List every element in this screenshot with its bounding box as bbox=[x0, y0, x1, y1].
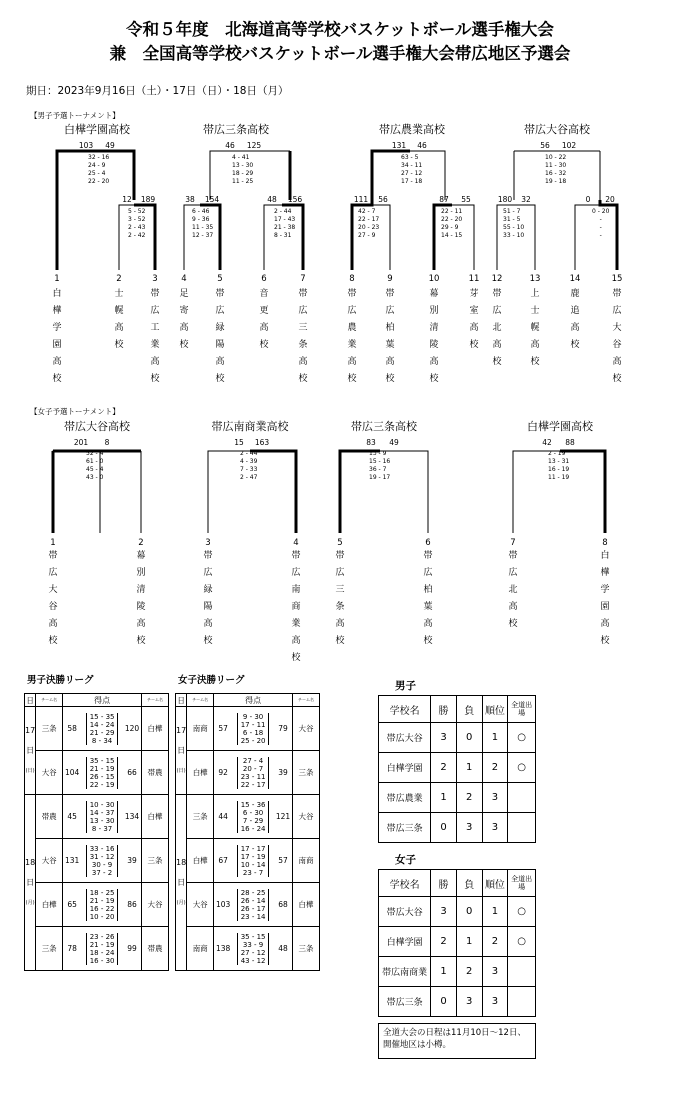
boys-block2-subr-left: 48 bbox=[267, 195, 277, 204]
day-char: 日 bbox=[26, 877, 35, 887]
standings-cell: 2 bbox=[482, 927, 508, 957]
boys-block4-subl-left: 180 bbox=[497, 195, 513, 204]
boys-block4-subr-left: 0 bbox=[585, 195, 591, 204]
team-number: 6 bbox=[261, 274, 267, 284]
girls-block3-winner: 帯広三条高校 bbox=[351, 420, 417, 433]
day-number: 17 bbox=[25, 725, 36, 735]
team-a-score: 138 bbox=[214, 927, 233, 971]
standings-cell: 3 bbox=[431, 897, 457, 927]
team-number: 3 bbox=[205, 538, 211, 548]
team-name: 帯広大谷高校 bbox=[612, 289, 622, 384]
standings-cell: 白樺学園 bbox=[379, 753, 431, 783]
day-number: 17 bbox=[176, 725, 187, 735]
team-a: 白樺 bbox=[187, 751, 214, 795]
standings-header: 負 bbox=[456, 870, 482, 897]
boys-block1-sub-left: 12 bbox=[122, 195, 132, 204]
standings-cell: 帯広三条 bbox=[379, 987, 431, 1017]
boys-block2-winner: 帯広三条高校 bbox=[203, 123, 269, 136]
boys-block1-sub-right: 189 bbox=[140, 195, 156, 204]
standings-cell bbox=[508, 783, 536, 813]
boys-block1-left-total: 103 bbox=[78, 141, 94, 150]
boys-block1-quarter-scores: 32 - 16 24 - 9 25 - 4 22 - 20 bbox=[88, 154, 110, 185]
team-name: 帯広大谷高校 bbox=[48, 551, 58, 646]
team-b: 三条 bbox=[293, 927, 320, 971]
event-dates: 期日：2023年9月16日（土）・17日（日）・18日（月） bbox=[26, 85, 289, 97]
standings-cell: 3 bbox=[482, 957, 508, 987]
team-b-score: 120 bbox=[123, 707, 142, 751]
standings-cell bbox=[508, 957, 536, 987]
standings-cell: ○ bbox=[508, 753, 536, 783]
boys-block3-subr-scores: 22 - 11 22 - 20 29 - 9 14 - 15 bbox=[441, 208, 463, 239]
standings-cell: 1 bbox=[482, 723, 508, 753]
day-header: 日 bbox=[177, 695, 185, 705]
girls-league-title: 女子決勝リーグ bbox=[178, 675, 245, 686]
boys-block2-subl-scores: 6 - 46 9 - 36 11 - 35 12 - 37 bbox=[192, 208, 214, 239]
standings-cell: 2 bbox=[482, 753, 508, 783]
weekday: (日) bbox=[25, 767, 35, 774]
team-name: 帯広北高校 bbox=[508, 551, 518, 629]
standings-header: 学校名 bbox=[379, 696, 431, 723]
standings-cell bbox=[508, 987, 536, 1017]
standings-cell: 2 bbox=[456, 957, 482, 987]
team-header: チーム名 bbox=[293, 694, 320, 707]
team-a-score: 57 bbox=[214, 707, 233, 751]
score-header: 得点 bbox=[63, 694, 142, 707]
girls-tournament-heading: 【女子予選トーナメント】 bbox=[30, 407, 120, 416]
team-number: 14 bbox=[569, 274, 581, 284]
team-b-score: 66 bbox=[123, 751, 142, 795]
standings-cell: 1 bbox=[431, 957, 457, 987]
team-a-score: 104 bbox=[63, 751, 82, 795]
weekday: (日) bbox=[176, 767, 186, 774]
team-a: 大谷 bbox=[36, 751, 63, 795]
team-b: 白樺 bbox=[142, 795, 169, 839]
girls-block1-right-total: 8 bbox=[104, 438, 110, 447]
team-number: 4 bbox=[293, 538, 299, 548]
boys-block2-right-total: 125 bbox=[246, 141, 262, 150]
standings-header: 全道出場 bbox=[508, 870, 536, 897]
team-b: 三条 bbox=[293, 751, 320, 795]
girls-standings-label: 女子 bbox=[395, 854, 416, 866]
standings-cell: 1 bbox=[456, 753, 482, 783]
team-a-score: 58 bbox=[63, 707, 82, 751]
day-char: 日 bbox=[177, 877, 186, 887]
team-b: 大谷 bbox=[142, 883, 169, 927]
boys-block3-winner: 帯広農業高校 bbox=[379, 123, 445, 136]
team-a-score: 103 bbox=[214, 883, 233, 927]
standings-header: 学校名 bbox=[379, 870, 431, 897]
team-name: 足寄高校 bbox=[179, 289, 189, 350]
boys-block1-sub-scores: 5 - 52 3 - 52 2 - 43 2 - 42 bbox=[128, 208, 146, 239]
boys-block4-left-total: 56 bbox=[540, 141, 550, 150]
team-b-score: 86 bbox=[123, 883, 142, 927]
standings-cell: 3 bbox=[482, 987, 508, 1017]
team-b-score: 134 bbox=[123, 795, 142, 839]
boys-block3-subr-left: 87 bbox=[439, 195, 449, 204]
boys-standings-label: 男子 bbox=[395, 680, 416, 692]
day-char: 日 bbox=[177, 745, 186, 755]
standings-header: 全道出場 bbox=[508, 696, 536, 723]
standings-cell bbox=[508, 813, 536, 843]
boys-block4-quarter-scores: 10 - 22 11 - 30 16 - 32 19 - 18 bbox=[545, 154, 567, 185]
boys-block4-subl-right: 32 bbox=[521, 195, 531, 204]
team-name: 鹿追高校 bbox=[570, 289, 580, 350]
standings-cell: 2 bbox=[431, 927, 457, 957]
standings-cell: ○ bbox=[508, 897, 536, 927]
girls-standings-table bbox=[378, 869, 536, 1017]
weekday: (月) bbox=[176, 899, 186, 906]
team-number: 15 bbox=[611, 274, 623, 284]
team-name: 上士幌高校 bbox=[530, 289, 540, 367]
standings-cell: 白樺学園 bbox=[379, 927, 431, 957]
boys-block4-right-total: 102 bbox=[561, 141, 577, 150]
girls-block4-quarter-scores: 2 - 19 13 - 31 16 - 19 11 - 19 bbox=[548, 450, 570, 481]
girls-block3-left-total: 83 bbox=[366, 438, 376, 447]
team-number: 12 bbox=[491, 274, 503, 284]
team-a-score: 44 bbox=[214, 795, 233, 839]
boys-block4-winner: 帯広大谷高校 bbox=[524, 123, 590, 136]
standings-cell: 0 bbox=[456, 897, 482, 927]
standings-cell: 1 bbox=[431, 783, 457, 813]
team-b: 帯農 bbox=[142, 751, 169, 795]
quarter-scores: 17 - 17 17 - 19 10 - 14 23 - 7 bbox=[237, 845, 270, 877]
team-name: 幕別清陵高校 bbox=[429, 289, 439, 384]
team-a: 大谷 bbox=[36, 839, 63, 883]
team-name: 帯広北高校 bbox=[492, 289, 502, 367]
boys-block4-subr-right: 20 bbox=[605, 195, 615, 204]
day-number: 18 bbox=[25, 857, 36, 867]
team-a: 大谷 bbox=[187, 883, 214, 927]
team-a: 三条 bbox=[36, 927, 63, 971]
boys-block2-subl-right: 154 bbox=[204, 195, 220, 204]
standings-header: 負 bbox=[456, 696, 482, 723]
title-line-2: 兼 全国高等学校バスケットボール選手権大会帯広地区予選会 bbox=[109, 44, 571, 63]
team-b: 大谷 bbox=[293, 795, 320, 839]
team-name: 白樺学園高校 bbox=[600, 551, 610, 646]
team-b: 大谷 bbox=[293, 707, 320, 751]
team-number: 9 bbox=[387, 274, 393, 284]
boys-block3-subl-right: 56 bbox=[378, 195, 388, 204]
girls-block2-right-total: 163 bbox=[254, 438, 270, 447]
team-a-score: 45 bbox=[63, 795, 82, 839]
team-b-score: 68 bbox=[274, 883, 293, 927]
standings-header: 勝 bbox=[431, 696, 457, 723]
quarter-scores: 27 - 4 20 - 7 23 - 11 22 - 17 bbox=[237, 757, 270, 789]
team-b-score: 39 bbox=[274, 751, 293, 795]
quarter-scores: 33 - 16 31 - 12 30 - 9 37 - 2 bbox=[86, 845, 119, 877]
team-a-score: 92 bbox=[214, 751, 233, 795]
team-number: 5 bbox=[217, 274, 223, 284]
team-name: 帯広緑陽高校 bbox=[203, 551, 213, 646]
standings-cell: 3 bbox=[482, 813, 508, 843]
girls-block1-winner: 帯広大谷高校 bbox=[64, 420, 130, 433]
girls-block3-right-total: 49 bbox=[389, 438, 399, 447]
standings-cell: 帯広農業 bbox=[379, 783, 431, 813]
team-b-score: 121 bbox=[274, 795, 293, 839]
girls-block4-winner: 白樺学園高校 bbox=[527, 420, 593, 433]
day-char: 日 bbox=[26, 745, 35, 755]
quarter-scores: 23 - 26 21 - 19 18 - 24 16 - 30 bbox=[86, 933, 119, 965]
team-b: 白樺 bbox=[142, 707, 169, 751]
quarter-scores: 35 - 15 21 - 19 26 - 15 22 - 19 bbox=[86, 757, 119, 789]
standings-cell: 3 bbox=[482, 783, 508, 813]
boys-block4-subl-scores: 51 - 7 31 - 5 55 - 10 33 - 10 bbox=[503, 208, 525, 239]
team-name: 帯広三条高校 bbox=[335, 551, 345, 646]
standings-cell: 0 bbox=[456, 723, 482, 753]
standings-cell: 帯広大谷 bbox=[379, 723, 431, 753]
boys-block3-subl-scores: 42 - 7 22 - 17 20 - 23 27 - 9 bbox=[358, 208, 380, 239]
standings-header: 勝 bbox=[431, 870, 457, 897]
boys-block2-subl-left: 38 bbox=[185, 195, 195, 204]
team-number: 13 bbox=[529, 274, 541, 284]
boys-block3-right-total: 46 bbox=[417, 141, 427, 150]
boys-block3-left-total: 131 bbox=[391, 141, 407, 150]
team-a: 南商 bbox=[187, 707, 214, 751]
team-name: 帯広南商業高校 bbox=[291, 551, 301, 663]
girls-block1-quarter-scores: 52 - 4 61 - 0 45 - 4 43 - 0 bbox=[86, 450, 104, 481]
standings-cell: ○ bbox=[508, 723, 536, 753]
day-header: 日 bbox=[26, 695, 34, 705]
team-a: 三条 bbox=[36, 707, 63, 751]
standings-cell: 3 bbox=[456, 987, 482, 1017]
standings-cell: 1 bbox=[482, 897, 508, 927]
team-number: 5 bbox=[337, 538, 343, 548]
girls-block2-left-total: 15 bbox=[234, 438, 244, 447]
quarter-scores: 15 - 36 6 - 30 7 - 29 16 - 24 bbox=[237, 801, 270, 833]
boys-league-table bbox=[24, 693, 169, 971]
team-name: 白樺学園高校 bbox=[52, 289, 62, 384]
team-name: 帯広柏葉高校 bbox=[423, 551, 433, 646]
quarter-scores: 18 - 25 21 - 19 16 - 22 10 - 20 bbox=[86, 889, 119, 921]
team-name: 帯広農業高校 bbox=[347, 289, 357, 384]
quarter-scores: 9 - 30 17 - 11 6 - 18 25 - 20 bbox=[237, 713, 270, 745]
team-b: 南商 bbox=[293, 839, 320, 883]
team-b-score: 39 bbox=[123, 839, 142, 883]
girls-block4-left-total: 42 bbox=[542, 438, 552, 447]
standings-cell: ○ bbox=[508, 927, 536, 957]
standings-cell: 2 bbox=[431, 753, 457, 783]
team-name: 帯広三条高校 bbox=[298, 289, 308, 384]
team-number: 8 bbox=[349, 274, 355, 284]
team-number: 11 bbox=[468, 274, 480, 284]
boys-league-title: 男子決勝リーグ bbox=[27, 675, 94, 686]
standings-cell: 0 bbox=[431, 987, 457, 1017]
title-line-1: 令和５年度 北海道高等学校バスケットボール選手権大会 bbox=[126, 20, 554, 39]
boys-block3-quarter-scores: 63 - 5 34 - 11 27 - 12 17 - 18 bbox=[401, 154, 423, 185]
team-a: 白樺 bbox=[36, 883, 63, 927]
team-number: 1 bbox=[50, 538, 56, 548]
team-header: チーム名 bbox=[187, 694, 214, 707]
standings-cell: 帯広南商業 bbox=[379, 957, 431, 987]
team-header: チーム名 bbox=[36, 694, 63, 707]
boys-block2-left-total: 46 bbox=[225, 141, 235, 150]
boys-tournament-heading: 【男子予選トーナメント】 bbox=[30, 111, 120, 120]
girls-block4-right-total: 88 bbox=[565, 438, 575, 447]
team-b: 三条 bbox=[142, 839, 169, 883]
standings-cell: 0 bbox=[431, 813, 457, 843]
team-b-score: 99 bbox=[123, 927, 142, 971]
team-name: 芽室高校 bbox=[469, 289, 479, 350]
standings-cell: 3 bbox=[431, 723, 457, 753]
standings-cell: 1 bbox=[456, 927, 482, 957]
boys-block3-subr-right: 55 bbox=[461, 195, 471, 204]
team-number: 2 bbox=[116, 274, 122, 284]
girls-block3-quarter-scores: 13 - 9 15 - 16 36 - 7 19 - 17 bbox=[369, 450, 391, 481]
girls-block2-winner: 帯広南商業高校 bbox=[211, 420, 289, 433]
team-name: 帯広緑陽高校 bbox=[215, 289, 225, 384]
standings-header: 順位 bbox=[482, 870, 508, 897]
boys-block4-subr-scores: 0 - 20 - - - bbox=[592, 208, 610, 239]
team-number: 7 bbox=[510, 538, 516, 548]
team-b: 帯農 bbox=[142, 927, 169, 971]
boys-standings-table bbox=[378, 695, 536, 843]
team-name: 帯広柏葉高校 bbox=[385, 289, 395, 384]
standings-cell: 3 bbox=[456, 813, 482, 843]
team-header: チーム名 bbox=[142, 694, 169, 707]
standings-cell: 帯広大谷 bbox=[379, 897, 431, 927]
team-b-score: 57 bbox=[274, 839, 293, 883]
team-number: 1 bbox=[54, 274, 60, 284]
team-a-score: 65 bbox=[63, 883, 82, 927]
boys-block1-right-total: 49 bbox=[105, 141, 115, 150]
team-name: 帯広工業高校 bbox=[150, 289, 160, 384]
team-b-score: 79 bbox=[274, 707, 293, 751]
team-a: 白樺 bbox=[187, 839, 214, 883]
team-name: 幕別清陵高校 bbox=[136, 551, 146, 646]
team-name: 音更高校 bbox=[259, 289, 269, 350]
boys-block2-quarter-scores: 4 - 41 13 - 30 18 - 29 11 - 25 bbox=[232, 154, 254, 185]
team-name: 士幌高校 bbox=[114, 289, 124, 350]
girls-block1-left-total: 201 bbox=[73, 438, 89, 447]
girls-block2-quarter-scores: 2 - 44 4 - 39 7 - 33 2 - 47 bbox=[240, 450, 258, 481]
weekday: (月) bbox=[25, 899, 35, 906]
score-header: 得点 bbox=[214, 694, 293, 707]
team-number: 8 bbox=[602, 538, 608, 548]
quarter-scores: 10 - 30 14 - 37 13 - 30 8 - 37 bbox=[86, 801, 119, 833]
boys-block2-subr-right: 156 bbox=[287, 195, 303, 204]
team-number: 2 bbox=[138, 538, 144, 548]
quarter-scores: 35 - 15 33 - 9 27 - 12 43 - 12 bbox=[237, 933, 270, 965]
team-number: 6 bbox=[425, 538, 431, 548]
team-number: 10 bbox=[428, 274, 440, 284]
team-b: 白樺 bbox=[293, 883, 320, 927]
boys-block1-winner: 白樺学園高校 bbox=[64, 123, 130, 136]
boys-block2-subr-scores: 2 - 44 17 - 43 21 - 38 8 - 31 bbox=[274, 208, 296, 239]
quarter-scores: 28 - 25 26 - 14 26 - 17 23 - 14 bbox=[237, 889, 270, 921]
standings-cell: 2 bbox=[456, 783, 482, 813]
boys-block3-subl-left: 111 bbox=[353, 195, 369, 204]
national-tournament-note: 全道大会の日程は11月10日～12日、開催地区は小樽。 bbox=[378, 1023, 536, 1059]
team-a: 南商 bbox=[187, 927, 214, 971]
team-a-score: 78 bbox=[63, 927, 82, 971]
team-a: 三条 bbox=[187, 795, 214, 839]
team-number: 3 bbox=[152, 274, 158, 284]
quarter-scores: 15 - 35 14 - 24 21 - 29 8 - 34 bbox=[86, 713, 119, 745]
team-b-score: 48 bbox=[274, 927, 293, 971]
team-number: 4 bbox=[181, 274, 187, 284]
team-a-score: 67 bbox=[214, 839, 233, 883]
standings-header: 順位 bbox=[482, 696, 508, 723]
team-a-score: 131 bbox=[63, 839, 82, 883]
standings-cell: 帯広三条 bbox=[379, 813, 431, 843]
day-number: 18 bbox=[176, 857, 187, 867]
team-number: 7 bbox=[300, 274, 306, 284]
girls-league-table bbox=[175, 693, 320, 971]
team-a: 帯農 bbox=[36, 795, 63, 839]
